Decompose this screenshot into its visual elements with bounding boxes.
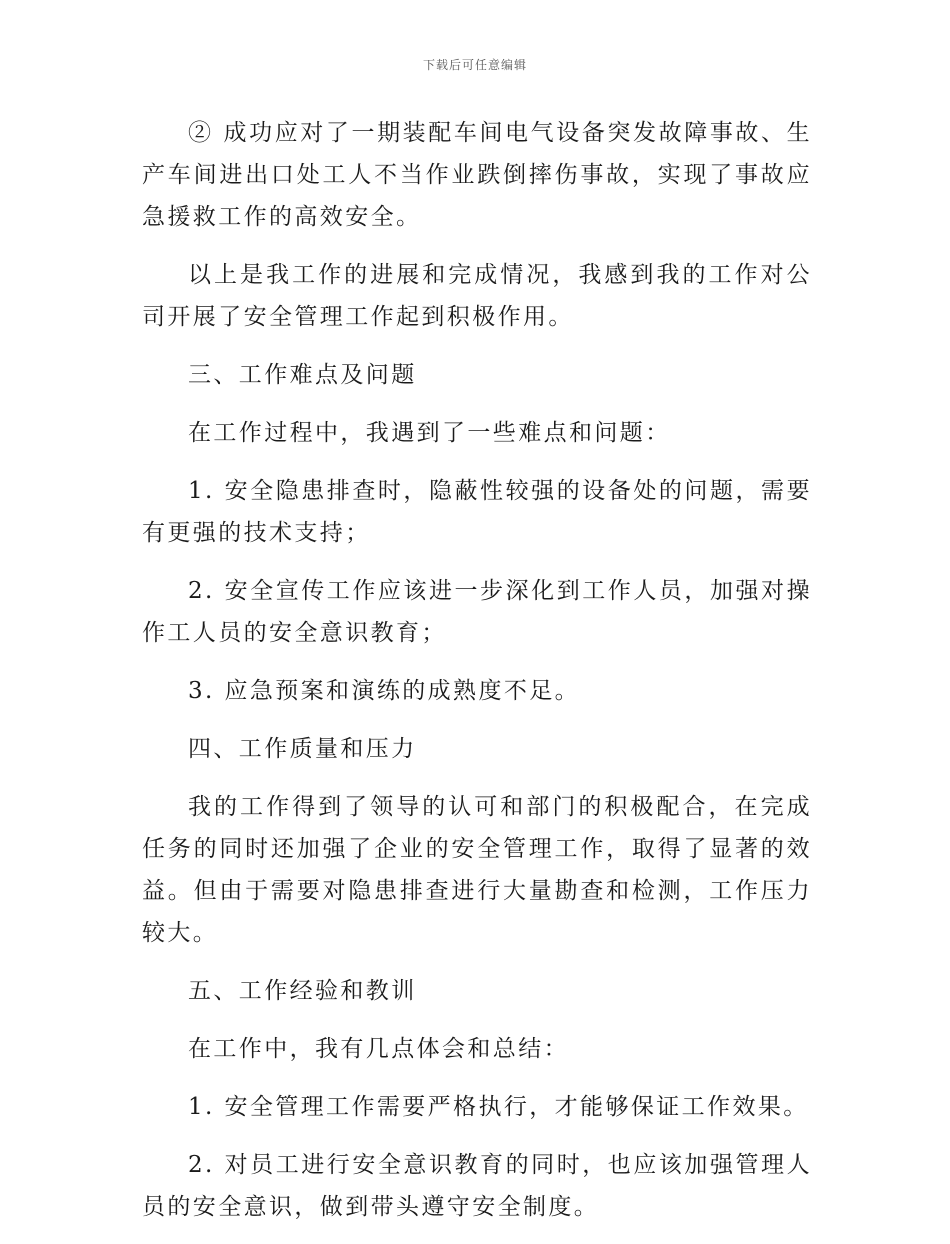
list-item-difficulty-3: 3. 应急预案和演练的成熟度不足。 (188, 678, 581, 704)
paragraph-emergency-response: ② 成功应对了一期装配车间电气设备突发故障事故、生产车间进出口处工人不当作业跌倒摔伤事故，实现了事故应急援救工作的高效安全。 (142, 120, 812, 230)
list-item-difficulty-2: 2. 安全宣传工作应该进一步深化到工作人员，加强对操作工人员的安全意识教育； (142, 578, 812, 646)
page-header: 下载后可任意编辑 (422, 58, 527, 72)
list-item-experience-1: 1. 安全管理工作需要严格执行，才能够保证工作效果。 (188, 1094, 809, 1120)
paragraph-progress-summary: 以上是我工作的进展和完成情况，我感到我的工作对公司开展了安全管理工作起到积极作用。 (142, 262, 812, 330)
document-body (142, 112, 812, 1244)
paragraph-experience-intro: 在工作中，我有几点体会和总结： (188, 1036, 569, 1062)
list-item-experience-2: 2. 对员工进行安全意识教育的同时，也应该加强管理人员的安全意识，做到带头遵守安全制度。 (142, 1152, 812, 1220)
paragraph-difficulties-intro: 在工作过程中，我遇到了一些难点和问题： (188, 420, 671, 446)
list-item-difficulty-1: 1. 安全隐患排查时，隐蔽性较强的设备处的问题，需要有更强的技术支持； (142, 478, 812, 546)
paragraph-quality-pressure: 我的工作得到了领导的认可和部门的积极配合，在完成任务的同时还加强了企业的安全管理工作，取得了显著的效益。但由于需要对隐患排查进行大量勘查和检测，工作压力较大。 (142, 794, 812, 946)
section-heading-experience: 五、工作经验和教训 (188, 978, 417, 1004)
section-heading-quality: 四、工作质量和压力 (188, 736, 417, 762)
section-heading-difficulties: 三、工作难点及问题 (188, 362, 417, 388)
